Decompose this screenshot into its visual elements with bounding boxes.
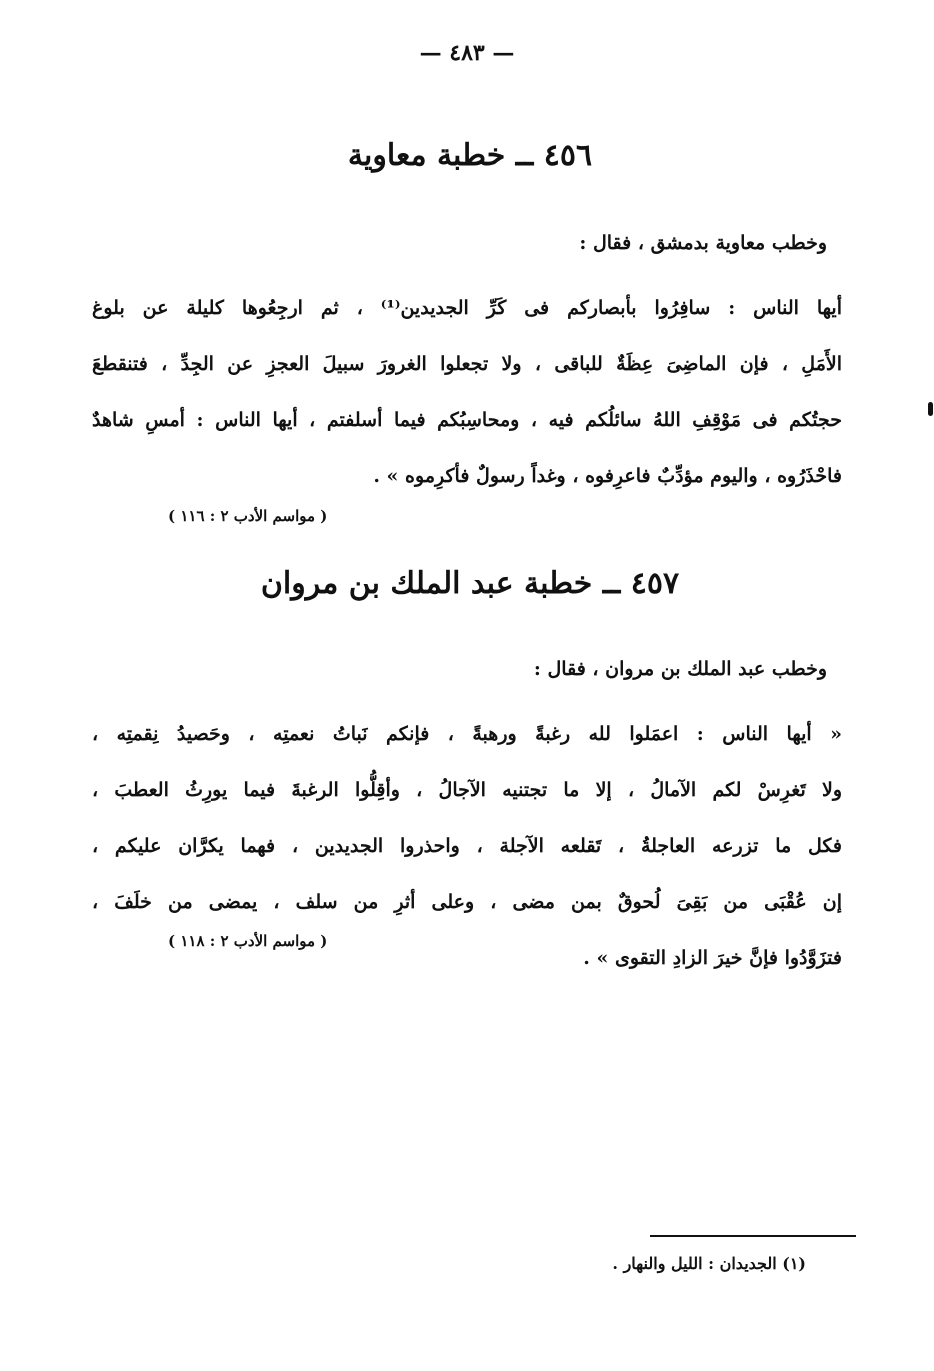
text-line: فاحْذَرُوه ، واليوم مؤدِّبٌ فاعرِفوه ، وغداً رسولٌ فأكرِموه » . <box>373 465 842 487</box>
text-line: « أيها الناس : اعمَلوا لله رغبةً ورهبةً ، فإنكم نَباتُ نعمتِه ، وحَصيدُ نِقمتِه ، <box>92 723 842 745</box>
text-line: ولا تَغرِسْ لكم الآمالُ ، إلا ما تجتنيه الآجالُ ، وأقِلُّوا الرغبةَ فيما يورِثُ العطبَ ، <box>92 779 842 801</box>
text-line: الأَمَلِ ، فإن الماضِىَ عِظَةٌ للباقى ، ولا تجعلوا الغرورَ سبيلَ العجزِ عن الجِدِّ ، فتنقطعَ <box>92 353 842 375</box>
text-line: فكل ما تزرعه العاجلةُ ، تَقلعه الآجلة ، واحذروا الجديدين ، فهما يكرَّان عليكم ، <box>92 835 842 857</box>
text-line: حجتُكم فى مَوْقِفِ اللهُ سائلُكم فيه ، ومحاسِبُكم فيما أسلفتم ، أيها الناس : أمسِ شاهدٌ <box>92 409 842 431</box>
section-title-abd-al-malik: ٤٥٧ ــ خطبة عبد الملك بن مروان <box>260 566 680 601</box>
page-number: — ٤٨٣ — <box>419 40 515 66</box>
section-title-muawiya: ٤٥٦ ــ خطبة معاوية <box>347 138 593 173</box>
footnote: (١) الجديدان : الليل والنهار . <box>612 1254 806 1273</box>
source-citation: ( مواسم الأدب ٢ : ١١٨ ) <box>168 932 328 950</box>
text-line: أيها الناس : سافِرُوا بأبصاركم فى كَرِّ الجديدين⁽¹⁾ ، ثم ارجِعُوها كليلة عن بلوغ <box>92 297 842 319</box>
speech-text-muawiya <box>92 280 842 504</box>
scan-edge-mark <box>928 402 933 416</box>
text-line: إن عُقْبَى من بَقِىَ لُحوقٌ بمن مضى ، وعلى أثرِ من سلف ، يمضى من خلَفَ ، <box>92 891 842 913</box>
text-line: فتزَوَّدُوا فإنَّ خيرَ الزادِ التقوى » . <box>583 947 842 969</box>
section-intro-muawiya: وخطب معاوية بدمشق ، فقال : <box>579 232 827 254</box>
source-citation: ( مواسم الأدب ٢ : ١١٦ ) <box>168 507 328 525</box>
footnote-divider <box>650 1235 856 1237</box>
section-intro-abd-al-malik: وخطب عبد الملك بن مروان ، فقال : <box>533 658 827 680</box>
